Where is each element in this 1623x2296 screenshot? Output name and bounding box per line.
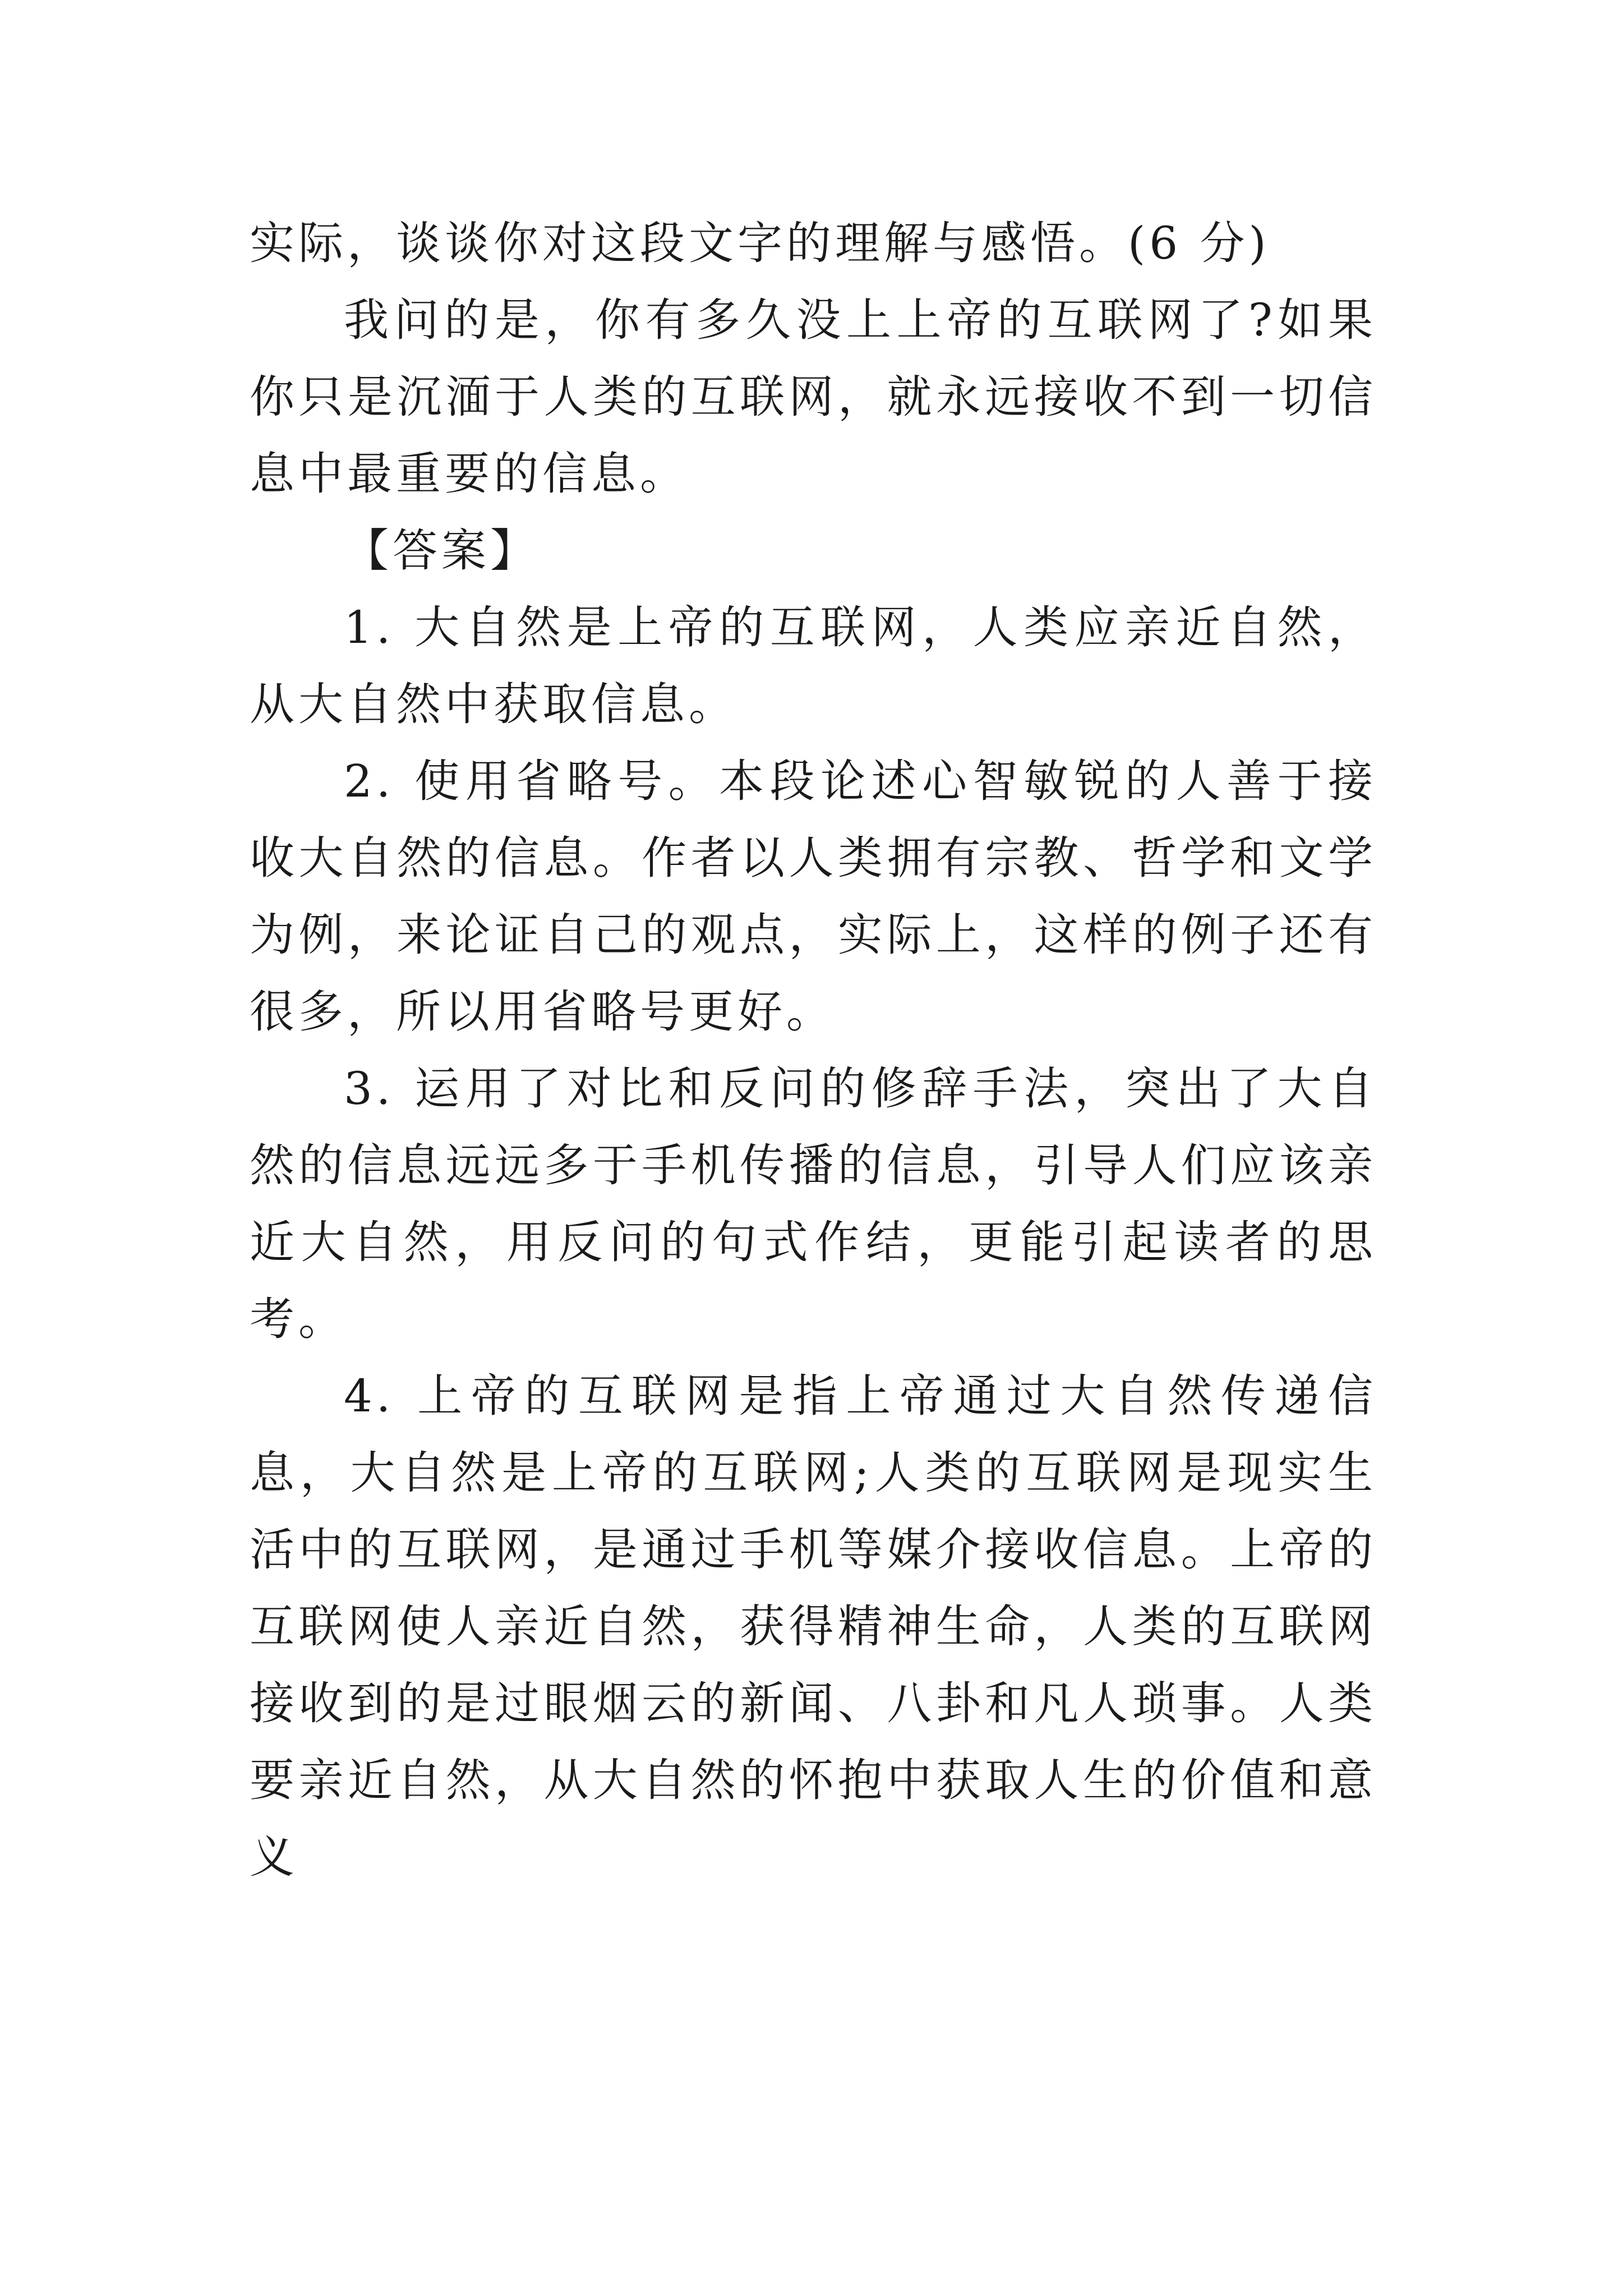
question-tail: 实际，谈谈你对这段文字的理解与感悟。(6 分)	[250, 217, 1270, 269]
answer-item-4: 4. 上帝的互联网是指上帝通过大自然传递信息，大自然是上帝的互联网;人类的互联网是现实生活中的互联网，是通过手机等媒介接收信息。上帝的互联网使人亲近自然，获得精神生命，人类的互联网接收到的是过眼烟云的新闻、八卦和凡人琐事。人类要亲近自然，从大自然的怀抱中获取人生的价值和意义	[250, 1370, 1377, 1883]
answer-item-3: 3. 运用了对比和反问的修辞手法，突出了大自然的信息远远多于手机传播的信息，引导人们应该亲近大自然，用反问的句式作结，更能引起读者的思考。	[250, 1062, 1377, 1345]
document-body	[250, 205, 1377, 1895]
answer-item-1: 1. 大自然是上帝的互联网，人类应亲近自然，从大自然中获取信息。	[250, 601, 1377, 730]
quoted-passage: 我问的是，你有多久没上上帝的互联网了?如果你只是沉湎于人类的互联网，就永远接收不到一切信息中最重要的信息。	[250, 294, 1377, 500]
answer-heading: 【答案】	[344, 524, 539, 577]
answer-item-2: 2. 使用省略号。本段论述心智敏锐的人善于接收大自然的信息。作者以人类拥有宗教、哲学和文学为例，来论证自己的观点，实际上，这样的例子还有很多，所以用省略号更好。	[250, 755, 1377, 1038]
